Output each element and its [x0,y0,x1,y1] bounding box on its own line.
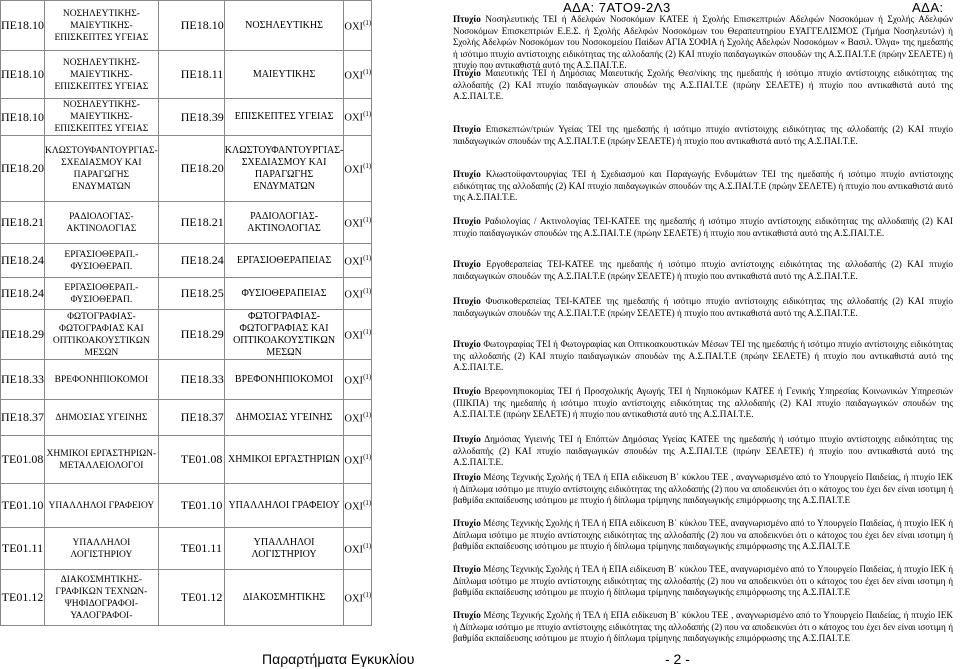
description-text: Μέσης Τεχνικής Σχολής ή ΤΕΛ ή ΕΠΑ ειδίκευση Β΄ κύκλου ΤΕΕ, αναγνωρισμένο από το Υπουργείο Παιδείας, ή πτυχίο ΙΕΚ ή Δίπλωμα ισότιμο με πτυχίο αντίστοιχης ειδικότητας της αλλοδαπής (2) που να αποδεικνύει ότι ο κάτοχος του έχει δεν είναι ισοτιμη ή βαθμίδα εκπαίδευσης ισότιμου με πτυχίο ή δίπλωμα τρίμηνης παιδαγωγικής επιμόρφωσης της Α.Σ.ΠΑΙ.Τ.Ε [453,564,953,597]
table-row [1,436,372,484]
table-row [1,400,372,436]
oxi-value: ΟΧΙ [344,375,364,387]
degree-description [453,296,953,319]
specialty-code: ΤΕ01.08 [1,436,45,484]
oxi-value: ΟΧΙ [344,256,364,268]
degree-description [453,216,953,239]
specialty-code: ΠΕ18.24 [1,244,45,278]
description-text: Εργοθεραπείας ΤΕΙ-ΚΑΤΕΕ της ημεδαπής ή ισότιμο πτυχίο αντίστοιχης ειδικότητας της αλλοδαπής (2) ΚΑΙ πτυχίο παιδαγωγικών σπουδών της Α.Σ.ΠΑΙ.Τ.Ε (πρώην ΣΕΛΕΤΕ) ή πτυχίο που αντικαθιστά αυτό της Α.Σ.ΠΑΙ.Τ.Ε. [453,259,953,281]
specialty-title: ΝΟΣΗΛΕΥΤΙΚΗΣ-ΜΑΙΕΥΤΙΚΗΣ-ΕΠΙΣΚΕΠΤΕΣ ΥΓΕΙΑΣ [45,99,159,136]
degree-description [453,610,953,645]
description-text: Νοσηλευτικής ΤΕΙ ή Αδελφών Νοσοκόμων ΚΑΤΕΕ ή Σχολής Επισκεπτριών Αδελφών Νοσοκόμων ή Σχολής Αδελφών Νοσοκόμων Επισκεπτριών Ε.Ε.Σ. ή Σχολής Αδελφών Νοσοκόμων του Θεραπευτηρίου ΕΥΑΓΓΕΛΙΣΜΟΣ (Τμήμα Νοσηλευτών) ή Σχολής Αδελφών Νοσοκόμων του Νοσοκομείου Παίδων ΑΓΙΑ ΣΟΦΙΑ ή Σχολής Αδελφών Νοσοκόμων « Βασιλ. Όλγα» της ημεδαπής ή ισότιμο πτυχίο αντίστοιχης ειδικότητας της αλλοδαπής (2) ΚΑΙ πτυχίο παιδαγωγικών σπουδών της Α.Σ.ΠΑΙ.Τ.Ε (πρώην ΣΕΛΕΤΕ) ή πτυχίο που αντικαθιστά αυτό της Α.Σ.ΠΑΙ.Τ.Ε. [453,14,953,70]
description-lead: Πτυχίο [453,14,481,24]
specialty-title: ΕΡΓΑΣΙΟΘΕΡΑΠ.-ΦΥΣΙΟΘΕΡΑΠ. [45,278,159,310]
description-text: Βρεφονηπιοκομίας ΤΕΙ ή Προσχολικής Αγωγής ΤΕΙ ή Νηπιοκόμων ΚΑΤΕΕ ή Γενικής Υπηρεσίας Κοινωνικών Υπηρεσιών (ΠΙΚΠΑ) της ημεδαπής ή ισότιμο πτυχίο αντίστοιχης ειδικότητας της αλλοδαπής (2) ΚΑΙ πτυχίο παιδαγωγικών σπουδών της Α.Σ.ΠΑΙ.Τ.Ε (πρώην ΣΕΛΕΤΕ) ή πτυχίο που αντικαθιστά αυτό της Α.Σ.ΠΑΙ.Τ.Ε. [453,386,953,419]
subspecialty-name: ΥΠΑΛΛΗΛΟΙ ΛΟΓΙΣΤΗΡΙΟΥ [224,528,344,570]
subspecialty-name: ΧΗΜΙΚΟΙ ΕΡΓΑΣΤΗΡΙΩΝ [224,436,344,484]
subspecialty-name: ΕΡΓΑΣΙΟΘΕΡΑΠΕΙΑΣ [224,244,344,278]
subspecialty-code: ΠΕ18.20 [158,136,224,202]
description-text: Φωτογραφίας ΤΕΙ ή Φωτογραφίας και Οπτικοακουστικών Μέσων ΤΕΙ της ημεδαπής ή ισότιμο πτυχίο αντίστοιχης ειδικότητας της αλλοδαπής (2) ΚΑΙ πτυχίο παιδαγωγικών σπουδών της Α.Σ.ΠΑΙ.Τ.Ε (πρώην ΣΕΛΕΤΕ) ή πτυχίο που αντικαθιστά αυτό της Α.Σ.ΠΑΙ.Τ.Ε. [453,339,953,372]
oxi-cell [344,244,372,278]
table-row [1,244,372,278]
description-lead: Πτυχίο [453,386,481,396]
oxi-value: ΟΧΙ [344,544,364,556]
description-text: Κλωστοϋφαντουργίας ΤΕΙ ή Σχεδιασμού και Παραγωγής Ενδυμάτων ΤΕΙ της ημεδαπής ή ισότιμο πτυχίο αντίστοιχης ειδικότητας της αλλοδαπής (2) ΚΑΙ πτυχίο παιδαγωγικών σπουδών της Α.Σ.ΠΑΙ.Τ.Ε (πρώην ΣΕΛΕΤΕ) ή πτυχίο που αντικαθιστά αυτό της Α.Σ.ΠΑΙ.Τ.Ε. [453,169,953,202]
description-lead: Πτυχίο [453,259,481,269]
specialty-title: ΦΩΤΟΓΡΑΦΙΑΣ-ΦΩΤΟΓΡΑΦΙΑΣ ΚΑΙ ΟΠΤΙΚΟΑΚΟΥΣΤΙΚΩΝ ΜΕΣΩΝ [45,310,159,360]
table-row [1,136,372,202]
specialty-title: ΥΠΑΛΛΗΛΟΙ ΛΟΓΙΣΤΗΡΙΟΥ [45,528,159,570]
subspecialty-name: ΦΥΣΙΟΘΕΡΑΠΕΙΑΣ [224,278,344,310]
specialty-code: ΠΕ18.10 [1,99,45,136]
oxi-value: ΟΧΙ [344,70,364,82]
table-row [1,278,372,310]
description-text: Μέσης Τεχνικής Σχολής ή ΤΕΛ ή ΕΠΑ ειδίκευση Β΄ κύκλου ΤΕΕ , αναγνωρισμένο από το Υπουργείο Παιδείας, ή πτυχίο ΙΕΚ ή Δίπλωμα ισότιμο με πτυχίο αντίστοιχης ειδικότητας της αλλοδαπής (2) που να αποδεικνύει ότι ο κάτοχος του έχει δεν είναι ισοτιμη ή βαθμίδα εκπαίδευσης ισότιμου με πτυχίο ή δίπλωμα τρίμηνης παιδαγωγικής επιμόρφωσης της Α.Σ.ΠΑΙ.Τ.Ε [453,610,953,643]
specialty-code: ΠΕ18.33 [1,360,45,400]
description-text: Φυσικοθεραπείας ΤΕΙ-ΚΑΤΕΕ της ημεδαπής ή ισότιμο πτυχίο αντίστοιχης ειδικότητας της αλλοδαπής (2) ΚΑΙ πτυχίο παιδαγωγικών σπουδών της Α.Σ.ΠΑΙ.Τ.Ε (πρώην ΣΕΛΕΤΕ) ή πτυχίο που αντικαθιστά αυτό της Α.Σ.ΠΑΙ.Τ.Ε. [453,296,953,318]
table-row [1,310,372,360]
specialty-title: ΝΟΣΗΛΕΥΤΙΚΗΣ-ΜΑΙΕΥΤΙΚΗΣ-ΕΠΙΣΚΕΠΤΕΣ ΥΓΕΙΑΣ [45,1,159,51]
oxi-value: ΟΧΙ [344,330,364,342]
description-lead: Πτυχίο [453,339,481,349]
subspecialty-name: ΒΡΕΦΟΝΗΠΙΟΚΟΜΟΙ [224,360,344,400]
oxi-footnote: (1) [363,253,372,262]
subspecialty-code: ΤΕ01.12 [158,570,224,626]
subspecialty-code: ΠΕ18.25 [158,278,224,310]
oxi-footnote: (1) [363,541,372,550]
oxi-cell [344,436,372,484]
degree-description [453,434,953,469]
description-lead: Πτυχίο [453,564,481,574]
specialty-title: ΧΗΜΙΚΟΙ ΕΡΓΑΣΤΗΡΙΩΝ-ΜΕΤΑΛΛΕΙΟΛΟΓΟΙ [45,436,159,484]
degree-description [453,68,953,103]
subspecialty-code: ΠΕ18.11 [158,51,224,99]
subspecialty-code: ΤΕ01.08 [158,436,224,484]
oxi-value: ΟΧΙ [344,218,364,230]
oxi-footnote: (1) [363,286,372,295]
degree-description [453,564,953,599]
oxi-cell [344,360,372,400]
oxi-cell [344,202,372,244]
subspecialty-code: ΠΕ18.29 [158,310,224,360]
oxi-footnote: (1) [363,498,372,507]
specialty-code: ΠΕ18.10 [1,1,45,51]
table-row [1,1,372,51]
description-text: Μέσης Τεχνικής Σχολής ή ΤΕΛ ή ΕΠΑ ειδίκευση Β΄ κύκλου ΤΕΕ, αναγνωρισμένο από το Υπουργείο Παιδείας, ή πτυχίο ΙΕΚ ή Δίπλωμα ισότιμο με πτυχίο αντίστοιχης ειδικότητας της αλλοδαπής (2) που να αποδεικνύει ότι ο κάτοχος του έχει δεν είναι ισοτιμη ή βαθμίδα εκπαίδευσης ισότιμου με πτυχίο ή δίπλωμα τρίμηνης παιδαγωγικής επιμόρφωσης της Α.Σ.ΠΑΙ.Τ.Ε [453,518,953,551]
specialty-title: ΥΠΑΛΛΗΛΟΙ ΓΡΑΦΕΙΟΥ [45,484,159,528]
oxi-value: ΟΧΙ [344,289,364,301]
oxi-value: ΟΧΙ [344,21,364,33]
description-text: Ραδιολογίας / Ακτινολογίας ΤΕΙ-ΚΑΤΕΕ της ημεδαπής ή ισότιμο πτυχίο αντίστοιχης ειδικότητας της αλλοδαπής (2) ΚΑΙ πτυχίο παιδαγωγικών σπουδών της Α.Σ.ΠΑΙ.Τ.Ε (πρώην ΣΕΛΕΤΕ) ή πτυχίο που αντικαθιστά αυτό της Α.Σ.ΠΑΙ.Τ.Ε. [453,216,953,238]
oxi-value: ΟΧΙ [344,164,364,176]
specialty-code: ΠΕ18.20 [1,136,45,202]
degree-description [453,124,953,147]
subspecialty-name: ΕΠΙΣΚΕΠΤΕΣ ΥΓΕΙΑΣ [224,99,344,136]
oxi-footnote: (1) [363,18,372,27]
table-row [1,360,372,400]
description-lead: Πτυχίο [453,610,481,620]
footer-left: Παραρτήματα Εγκυκλίου [262,651,415,667]
specialty-title: ΒΡΕΦΟΝΗΠΙΟΚΟΜΟΙ [45,360,159,400]
oxi-footnote: (1) [363,110,372,119]
oxi-cell [344,484,372,528]
description-lead: Πτυχίο [453,472,481,482]
subspecialty-code: ΠΕ18.24 [158,244,224,278]
subspecialty-name: ΦΩΤΟΓΡΑΦΙΑΣ-ΦΩΤΟΓΡΑΦΙΑΣ ΚΑΙ ΟΠΤΙΚΟΑΚΟΥΣΤΙΚΩΝ ΜΕΣΩΝ [224,310,344,360]
oxi-footnote: (1) [363,410,372,419]
specialty-code: ΠΕ18.29 [1,310,45,360]
specialty-title: ΔΗΜΟΣΙΑΣ ΥΓΕΙΝΗΣ [45,400,159,436]
table-row [1,99,372,136]
description-text: Μαιευτικής ΤΕΙ ή Δημόσιας Μαιευτικής Σχολής Θεσ/νίκης της ημεδαπής ή ισότιμο πτυχίο αντίστοιχης ειδικότητας της αλλοδαπής (2) ΚΑΙ πτυχίο παιδαγωγικών σπουδών της Α.Σ.ΠΑΙ.Τ.Ε (πρώην ΣΕΛΕΤΕ) ή πτυχίο που αντικαθιστά αυτό της Α.Σ.ΠΑΙ.Τ.Ε. [453,68,953,101]
degree-description [453,339,953,374]
subspecialty-name: ΜΑΙΕΥΤΙΚΗΣ [224,51,344,99]
subspecialty-code: ΤΕ01.11 [158,528,224,570]
specialties-table [0,0,372,640]
degree-description [453,169,953,204]
subspecialty-code: ΠΕ18.39 [158,99,224,136]
subspecialty-code: ΠΕ18.10 [158,1,224,51]
subspecialty-code: ΠΕ18.21 [158,202,224,244]
oxi-footnote: (1) [363,67,372,76]
specialty-code: ΤΕ01.10 [1,484,45,528]
description-lead: Πτυχίο [453,216,481,226]
oxi-value: ΟΧΙ [344,593,364,605]
specialty-code: ΤΕ01.12 [1,570,45,626]
specialty-title: ΝΟΣΗΛΕΥΤΙΚΗΣ-ΜΑΙΕΥΤΙΚΗΣ-ΕΠΙΣΚΕΠΤΕΣ ΥΓΕΙΑΣ [45,51,159,99]
oxi-cell [344,99,372,136]
specialty-code: ΤΕ01.11 [1,528,45,570]
oxi-footnote: (1) [363,452,372,461]
description-lead: Πτυχίο [453,296,481,306]
description-text: Μέσης Τεχνικής Σχολής ή ΤΕΛ ή ΕΠΑ ειδίκευση Β΄ κύκλου ΤΕΕ , αναγνωρισμένο από το Υπουργείο Παιδείας, ή πτυχίο ΙΕΚ ή Δίπλωμα ισότιμο με πτυχίο αντίστοιχης ειδικότητας της αλλοδαπής (2) που να αποδεικνύει ότι ο κάτοχος του έχει δεν είναι ισοτιμη ή βαθμίδα εκπαίδευσης ισότιμου με πτυχίο ή δίπλωμα τρίμηνης παιδαγωγικής επιμόρφωσης της Α.Σ.ΠΑΙ.Τ.Ε [453,472,953,505]
description-text: Δημόσιας Υγιεινής ΤΕΙ ή Επόπτών Δημόσιας Υγείας ΚΑΤΕΕ της ημεδαπής ή ισότιμο πτυχίο αντίστοιχης ειδικότητας της αλλοδαπής (2) ΚΑΙ πτυχίο παιδαγωγικών σπουδών της Α.Σ.ΠΑΙ.Τ.Ε (πρώην ΣΕΛΕΤΕ) ή πτυχίο που αντικαθιστά αυτό της Α.Σ.ΠΑΙ.Τ.Ε. [453,434,953,467]
oxi-footnote: (1) [363,327,372,336]
subspecialty-name: ΔΙΑΚΟΣΜΗΤΙΚΗΣ [224,570,344,626]
oxi-value: ΟΧΙ [344,413,364,425]
specialty-code: ΠΕ18.24 [1,278,45,310]
specialty-code: ΠΕ18.10 [1,51,45,99]
oxi-footnote: (1) [363,372,372,381]
table-row [1,484,372,528]
table-row [1,528,372,570]
specialty-title: ΔΙΑΚΟΣΜΗΤΙΚΗΣ-ΓΡΑΦΙΚΩΝ ΤΕΧΝΩΝ-ΨΗΦΙΔΟΓΡΑΦΟΙ-ΥΑΛΟΓΡΑΦΟΙ- [45,570,159,626]
degree-description [453,386,953,421]
description-lead: Πτυχίο [453,434,481,444]
specialty-code: ΠΕ18.21 [1,202,45,244]
specialty-code: ΠΕ18.37 [1,400,45,436]
subspecialty-name: ΝΟΣΗΛΕΥΤΙΚΗΣ [224,1,344,51]
oxi-footnote: (1) [363,590,372,599]
specialty-title: ΕΡΓΑΣΙΟΘΕΡΑΠ.-ΦΥΣΙΟΘΕΡΑΠ. [45,244,159,278]
oxi-value: ΟΧΙ [344,501,364,513]
degree-description [453,259,953,282]
degree-description [453,472,953,507]
description-lead: Πτυχίο [453,518,481,528]
oxi-cell [344,136,372,202]
oxi-footnote: (1) [363,215,372,224]
degree-description [453,14,953,72]
description-text: Επισκεπτών/τριών Υγείας ΤΕΙ της ημεδαπής ή ισότιμο πτυχίο αντίστοιχης ειδικότητας της αλλοδαπής (2) ΚΑΙ πτυχίο παιδαγωγικών σπουδών της Α.Σ.ΠΑΙ.Τ.Ε (πρώην ΣΕΛΕΤΕ) ή πτυχίο που αντικαθιστά αυτό της Α.Σ.ΠΑΙ.Τ.Ε. [453,124,953,146]
table-row [1,570,372,626]
specialty-title: ΡΑΔΙΟΛΟΓΙΑΣ-ΑΚΤΙΝΟΛΟΓΙΑΣ [45,202,159,244]
subspecialty-code: ΠΕ18.37 [158,400,224,436]
table-row [1,202,372,244]
oxi-cell [344,51,372,99]
oxi-cell [344,570,372,626]
oxi-cell [344,528,372,570]
oxi-cell [344,1,372,51]
oxi-value: ΟΧΙ [344,112,364,124]
degree-description [453,518,953,553]
oxi-cell [344,310,372,360]
oxi-cell [344,400,372,436]
subspecialty-code: ΤΕ01.10 [158,484,224,528]
description-lead: Πτυχίο [453,124,481,134]
ada-header: ΑΔΑ: 7ΑΤΟ9-2Λ3 [563,0,671,15]
table-row [1,51,372,99]
specialty-title: ΚΛΩΣΤΟΥΦΑΝΤΟΥΡΓΙΑΣ-ΣΧΕΔΙΑΣΜΟΥ ΚΑΙ ΠΑΡΑΓΩΓΗΣ ΕΝΔΥΜΑΤΩΝ [45,136,159,202]
description-lead: Πτυχίο [453,68,481,78]
oxi-cell [344,278,372,310]
oxi-value: ΟΧΙ [344,455,364,467]
subspecialty-code: ΠΕ18.33 [158,360,224,400]
subspecialty-name: ΡΑΔΙΟΛΟΓΙΑΣ-ΑΚΤΙΝΟΛΟΓΙΑΣ [224,202,344,244]
description-lead: Πτυχίο [453,169,481,179]
oxi-footnote: (1) [363,161,372,170]
subspecialty-name: ΔΗΜΟΣΙΑΣ ΥΓΕΙΝΗΣ [224,400,344,436]
subspecialty-name: ΚΛΩΣΤΟΥΦΑΝΤΟΥΡΓΙΑΣ-ΣΧΕΔΙΑΣΜΟΥ ΚΑΙ ΠΑΡΑΓΩΓΗΣ ΕΝΔΥΜΑΤΩΝ [224,136,344,202]
subspecialty-name: ΥΠΑΛΛΗΛΟΙ ΓΡΑΦΕΙΟΥ [224,484,344,528]
page-number: - 2 - [665,651,690,667]
ada-header-right: ΑΔΑ: [912,0,944,15]
